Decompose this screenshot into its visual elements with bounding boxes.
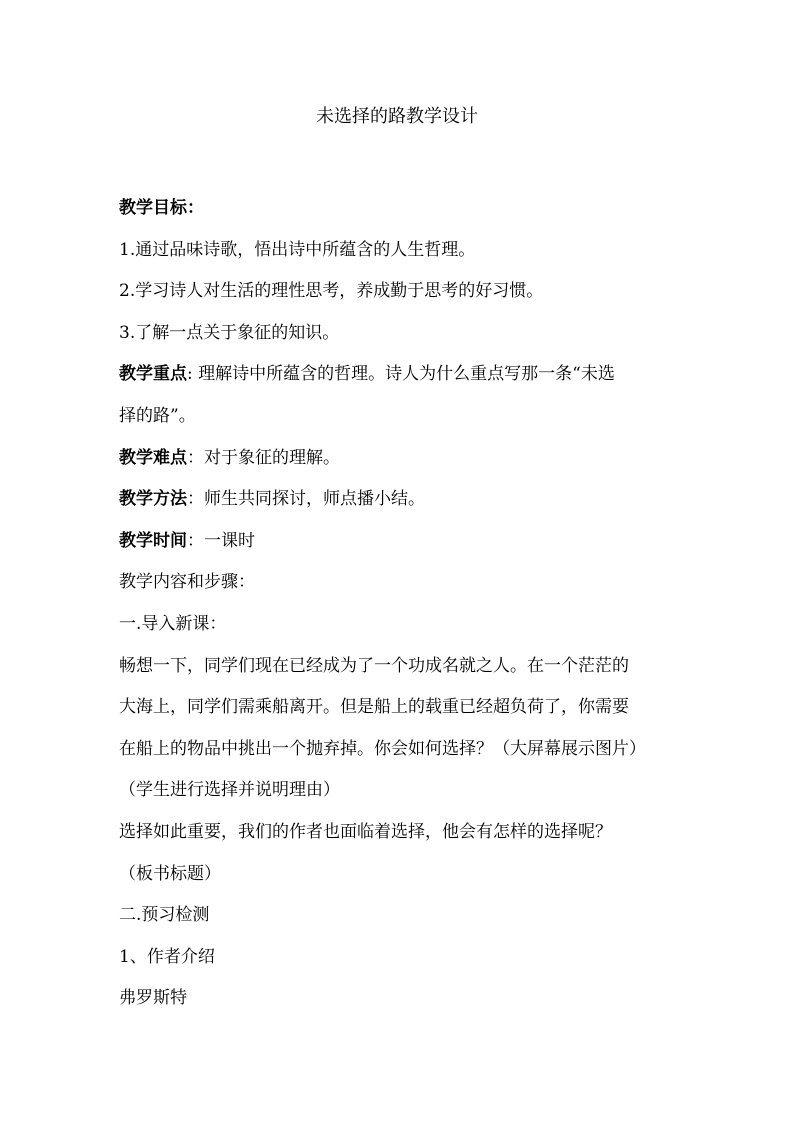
objective-item-2: 2.学习诗人对生活的理性思考，养成勤于思考的好习惯。	[119, 281, 544, 302]
section1-line-6: （板书标题）	[119, 863, 221, 884]
section1-line-2: 大海上，同学们需乘船离开。但是船上的载重已经超负荷了，你需要	[119, 697, 629, 718]
steps-heading: 教学内容和步骤：	[119, 572, 255, 593]
document-title: 未选择的路教学设计	[316, 106, 478, 127]
section2-heading: 二.预习检测	[119, 905, 210, 926]
key-points-line-2: 择的路”。	[119, 405, 196, 426]
section1-heading: 一.导入新课：	[119, 613, 227, 634]
objectives-heading: 教学目标：	[119, 198, 204, 218]
key-points-label: 教学重点	[119, 364, 187, 385]
difficulty-line	[119, 438, 689, 480]
method-label: 教学方法	[119, 489, 187, 510]
key-points-text: : 理解诗中所蕴含的哲理。诗人为什么重点写那一条“未选	[187, 364, 615, 385]
section1-line-1: 畅想一下，同学们现在已经成为了一个功成名就之人。在一个茫茫的	[119, 655, 629, 676]
objective-item-1: 1.通过品味诗歌，悟出诗中所蕴含的人生哲理。	[119, 239, 476, 260]
objective-item-3: 3.了解一点关于象征的知识。	[119, 322, 340, 343]
difficulty-text: ：对于象征的理解。	[187, 447, 340, 468]
section2-sub1: 1、作者介绍	[119, 946, 215, 967]
method-line	[119, 479, 689, 521]
section1-line-4: （学生进行选择并说明理由）	[119, 780, 340, 801]
method-text: ：师生共同探讨，师点播小结。	[187, 489, 425, 510]
section1-line-5: 选择如此重要，我们的作者也面临着选择，他会有怎样的选择呢？	[119, 821, 612, 842]
author-name: 弗罗斯特	[119, 988, 187, 1009]
time-line	[119, 521, 689, 563]
document-body	[119, 188, 689, 1020]
time-label: 教学时间	[119, 530, 187, 551]
section1-line-3: 在船上的物品中挑出一个抛弃掉。你会如何选择？（大屏幕展示图片）	[119, 738, 646, 759]
difficulty-label: 教学难点	[119, 447, 187, 468]
key-points-line-1	[119, 354, 689, 396]
time-text: ：一课时	[187, 530, 255, 551]
